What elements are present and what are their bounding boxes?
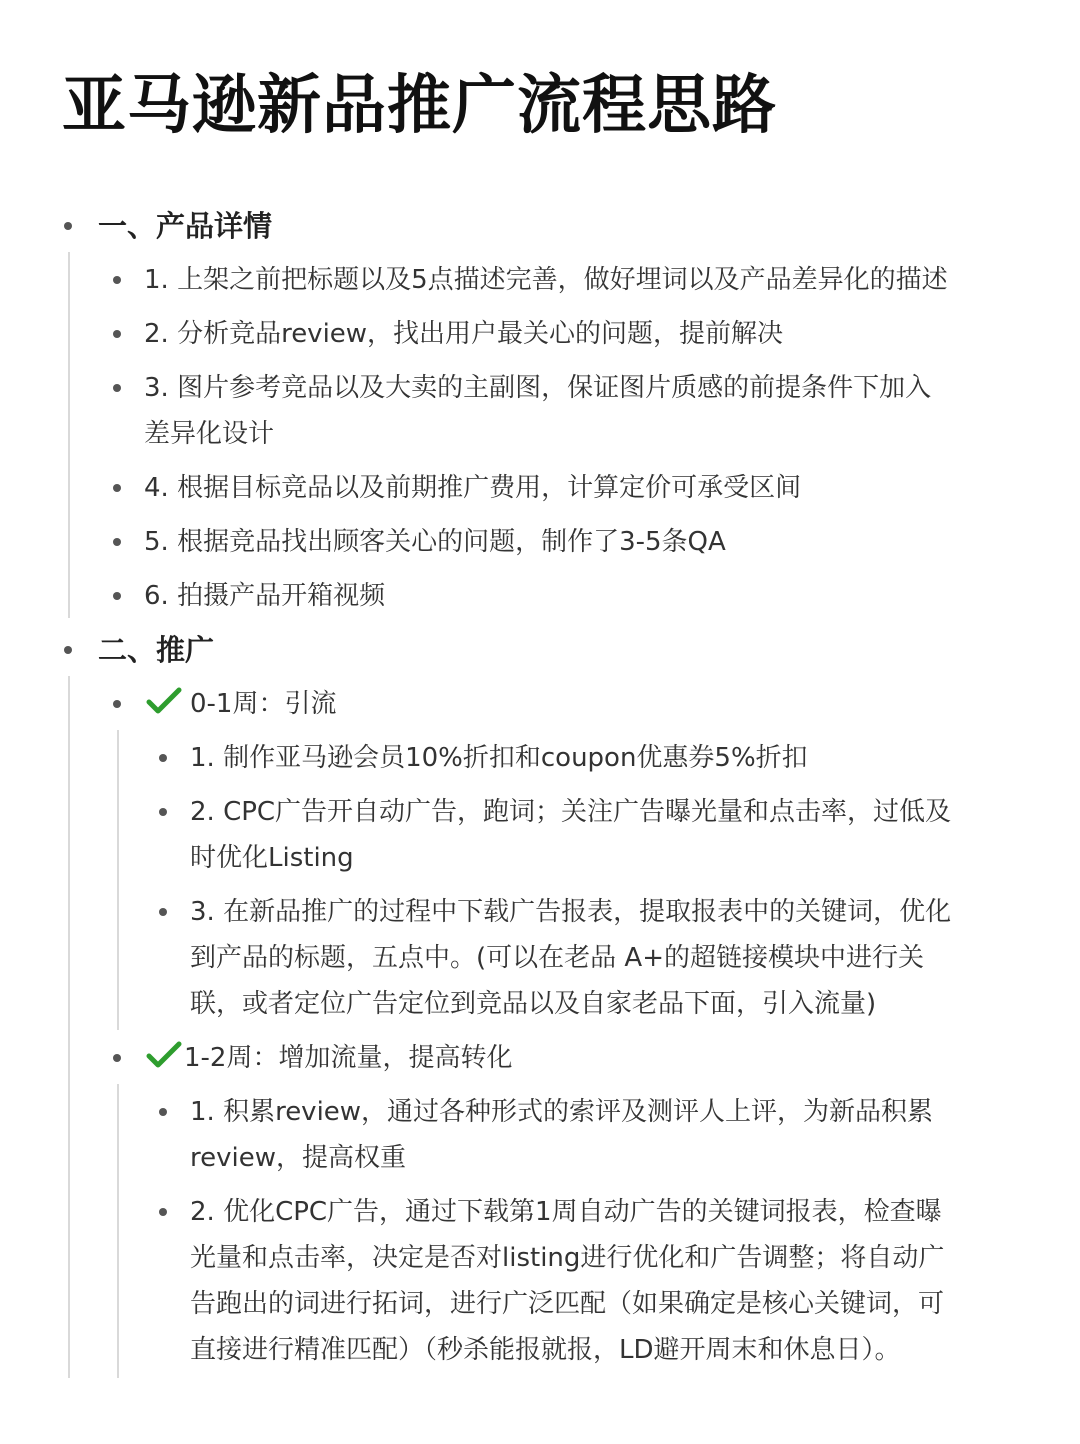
list-item-text: 4. 根据目标竞品以及前期推广费用，计算定价可承受区间 <box>144 473 802 503</box>
list-item-text: 6. 拍摄产品开箱视频 <box>144 581 386 611</box>
list-item-text: 差异化设计 <box>144 419 275 449</box>
list-bullet <box>113 592 121 600</box>
list-item-text: 光量和点击率，决定是否对listing进行优化和广告调整；将自动广 <box>190 1243 945 1273</box>
phase-guide-line <box>117 1084 119 1378</box>
section-guide-line <box>68 676 70 1378</box>
list-item-text: 1. 制作亚马逊会员10%折扣和coupon优惠券5%折扣 <box>190 743 808 773</box>
list-bullet <box>159 1108 167 1116</box>
list-item-text: 2. 优化CPC广告，通过下载第1周自动广告的关键词报表，检查曝 <box>190 1197 942 1227</box>
list-item-text: 3. 在新品推广的过程中下载广告报表，提取报表中的关键词，优化 <box>190 897 952 927</box>
list-item-text: 2. CPC广告开自动广告，跑词；关注广告曝光量和点击率，过低及 <box>190 797 952 827</box>
list-bullet <box>159 1208 167 1216</box>
list-bullet <box>159 908 167 916</box>
list-item-text: 5. 根据竞品找出顾客关心的问题，制作了3-5条QA <box>144 527 726 557</box>
list-item-text: 告跑出的词进行拓词，进行广泛匹配（如果确定是核心关键词，可 <box>190 1289 945 1319</box>
list-item-text: 联，或者定位广告定位到竞品以及自家老品下面，引入流量) <box>190 989 877 1019</box>
list-bullet <box>113 538 121 546</box>
section-bullet <box>64 646 72 654</box>
list-bullet <box>113 330 121 338</box>
section-heading-product-details: 一、产品详情 <box>98 209 273 243</box>
section-guide-line <box>68 252 70 618</box>
phase-label: 1-2周：增加流量，提高转化 <box>184 1043 513 1073</box>
check-mark-icon <box>146 1040 182 1070</box>
list-item-text: 1. 上架之前把标题以及5点描述完善，做好埋词以及产品差异化的描述 <box>144 265 948 295</box>
phase-bullet <box>113 1054 121 1062</box>
list-item-text: 1. 积累review，通过各种形式的索评及测评人上评，为新品积累 <box>190 1097 934 1127</box>
list-item-text: review，提高权重 <box>190 1143 406 1173</box>
list-item-text: 3. 图片参考竞品以及大卖的主副图，保证图片质感的前提条件下加入 <box>144 373 932 403</box>
list-item-text: 时优化Listing <box>190 843 354 873</box>
list-item-text: 直接进行精准匹配）（秒杀能报就报，LD避开周末和休息日）。 <box>190 1335 901 1365</box>
phase-guide-line <box>117 730 119 1030</box>
check-mark-icon <box>146 686 182 716</box>
list-bullet <box>113 484 121 492</box>
section-bullet <box>64 222 72 230</box>
list-bullet <box>159 808 167 816</box>
list-item-text: 到产品的标题，五点中。(可以在老品 A+的超链接模块中进行关 <box>190 943 924 973</box>
section-heading-promotion: 二、推广 <box>98 633 215 667</box>
list-item-text: 2. 分析竞品review，找出用户最关心的问题，提前解决 <box>144 319 784 349</box>
phase-bullet <box>113 700 121 708</box>
list-bullet <box>113 276 121 284</box>
list-bullet <box>159 754 167 762</box>
list-bullet <box>113 384 121 392</box>
page-title: 亚马逊新品推广流程思路 <box>62 69 777 143</box>
phase-label: 0-1周：引流 <box>190 689 337 719</box>
